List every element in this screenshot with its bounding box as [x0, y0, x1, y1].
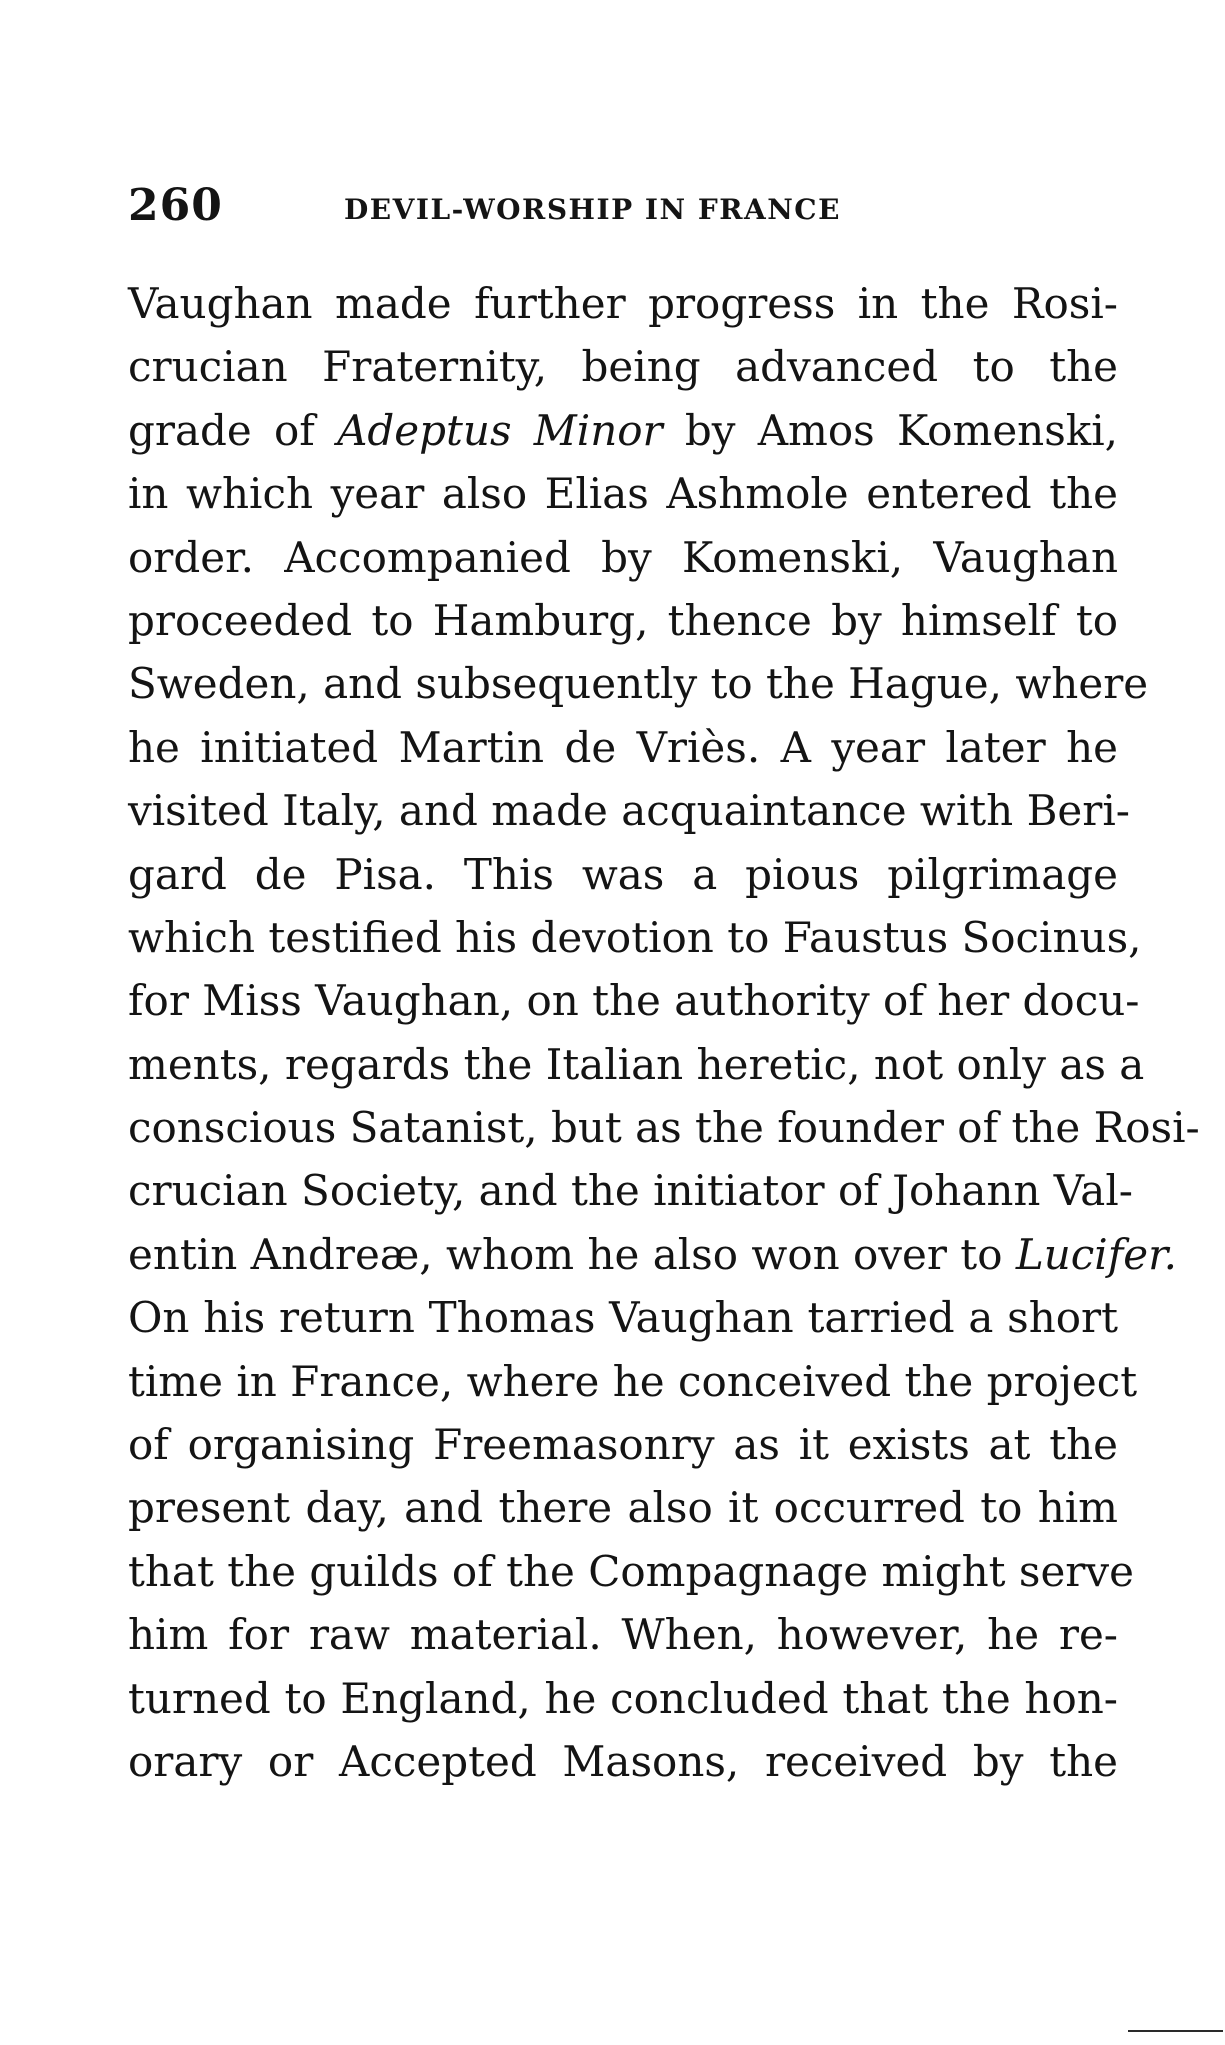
- text-line: that the guilds of the Compagnage might serve: [128, 1546, 1134, 1596]
- body-text: [128, 272, 1200, 1793]
- text-line: him for raw material. When, however, he re-: [128, 1610, 1118, 1660]
- edge-rule: [1128, 2030, 1223, 2032]
- text-line: Vaughan made further progress in the Rosi-: [128, 279, 1118, 328]
- text-line: he initiated Martin de Vriès. A year later he: [128, 722, 1118, 772]
- text-line: conscious Satanist, but as the founder of the Rosi-: [128, 1103, 1200, 1153]
- running-head: DEVIL-WORSHIP IN FRANCE: [344, 193, 841, 226]
- text-line: proceeded to Hamburg, thence by himself to: [128, 595, 1118, 645]
- text-line: visited Italy, and made acquaintance with Beri-: [128, 786, 1130, 836]
- page-header: [128, 180, 1118, 240]
- text-line: On his return Thomas Vaughan tarried a short: [128, 1293, 1118, 1343]
- text-line: crucian Society, and the initiator of Johann Val-: [128, 1166, 1133, 1216]
- text-line: Sweden, and subsequently to the Hague, where: [128, 659, 1149, 709]
- text-line: turned to England, he concluded that the hon-: [128, 1673, 1118, 1723]
- text-line: which testified his devotion to Faustus Socinus,: [128, 912, 1142, 962]
- text-line: crucian Fraternity, being advanced to the: [128, 342, 1118, 392]
- text-line: for Miss Vaughan, on the authority of her docu-: [128, 976, 1140, 1026]
- page-number: 260: [128, 180, 223, 231]
- text-line: time in France, where he conceived the project: [128, 1356, 1138, 1406]
- text-line: present day, and there also it occurred to him: [128, 1483, 1118, 1533]
- text-line: gard de Pisa. This was a pious pilgrimage: [128, 849, 1118, 899]
- text-line: order. Accompanied by Komenski, Vaughan: [128, 532, 1118, 582]
- text-line: entin Andreæ, whom he also won over to Lucifer.: [128, 1229, 1177, 1279]
- text-line: grade of Adeptus Minor by Amos Komenski,: [128, 405, 1119, 455]
- italic-term: Lucifer.: [1015, 1229, 1177, 1279]
- text-line: in which year also Elias Ashmole entered the: [128, 469, 1118, 519]
- text-line: ments, regards the Italian heretic, not only as a: [128, 1039, 1145, 1089]
- text-line: orary or Accepted Masons, received by the: [128, 1736, 1118, 1786]
- text-line: of organising Freemasonry as it exists at the: [128, 1420, 1118, 1470]
- italic-term: Adeptus Minor: [337, 405, 663, 455]
